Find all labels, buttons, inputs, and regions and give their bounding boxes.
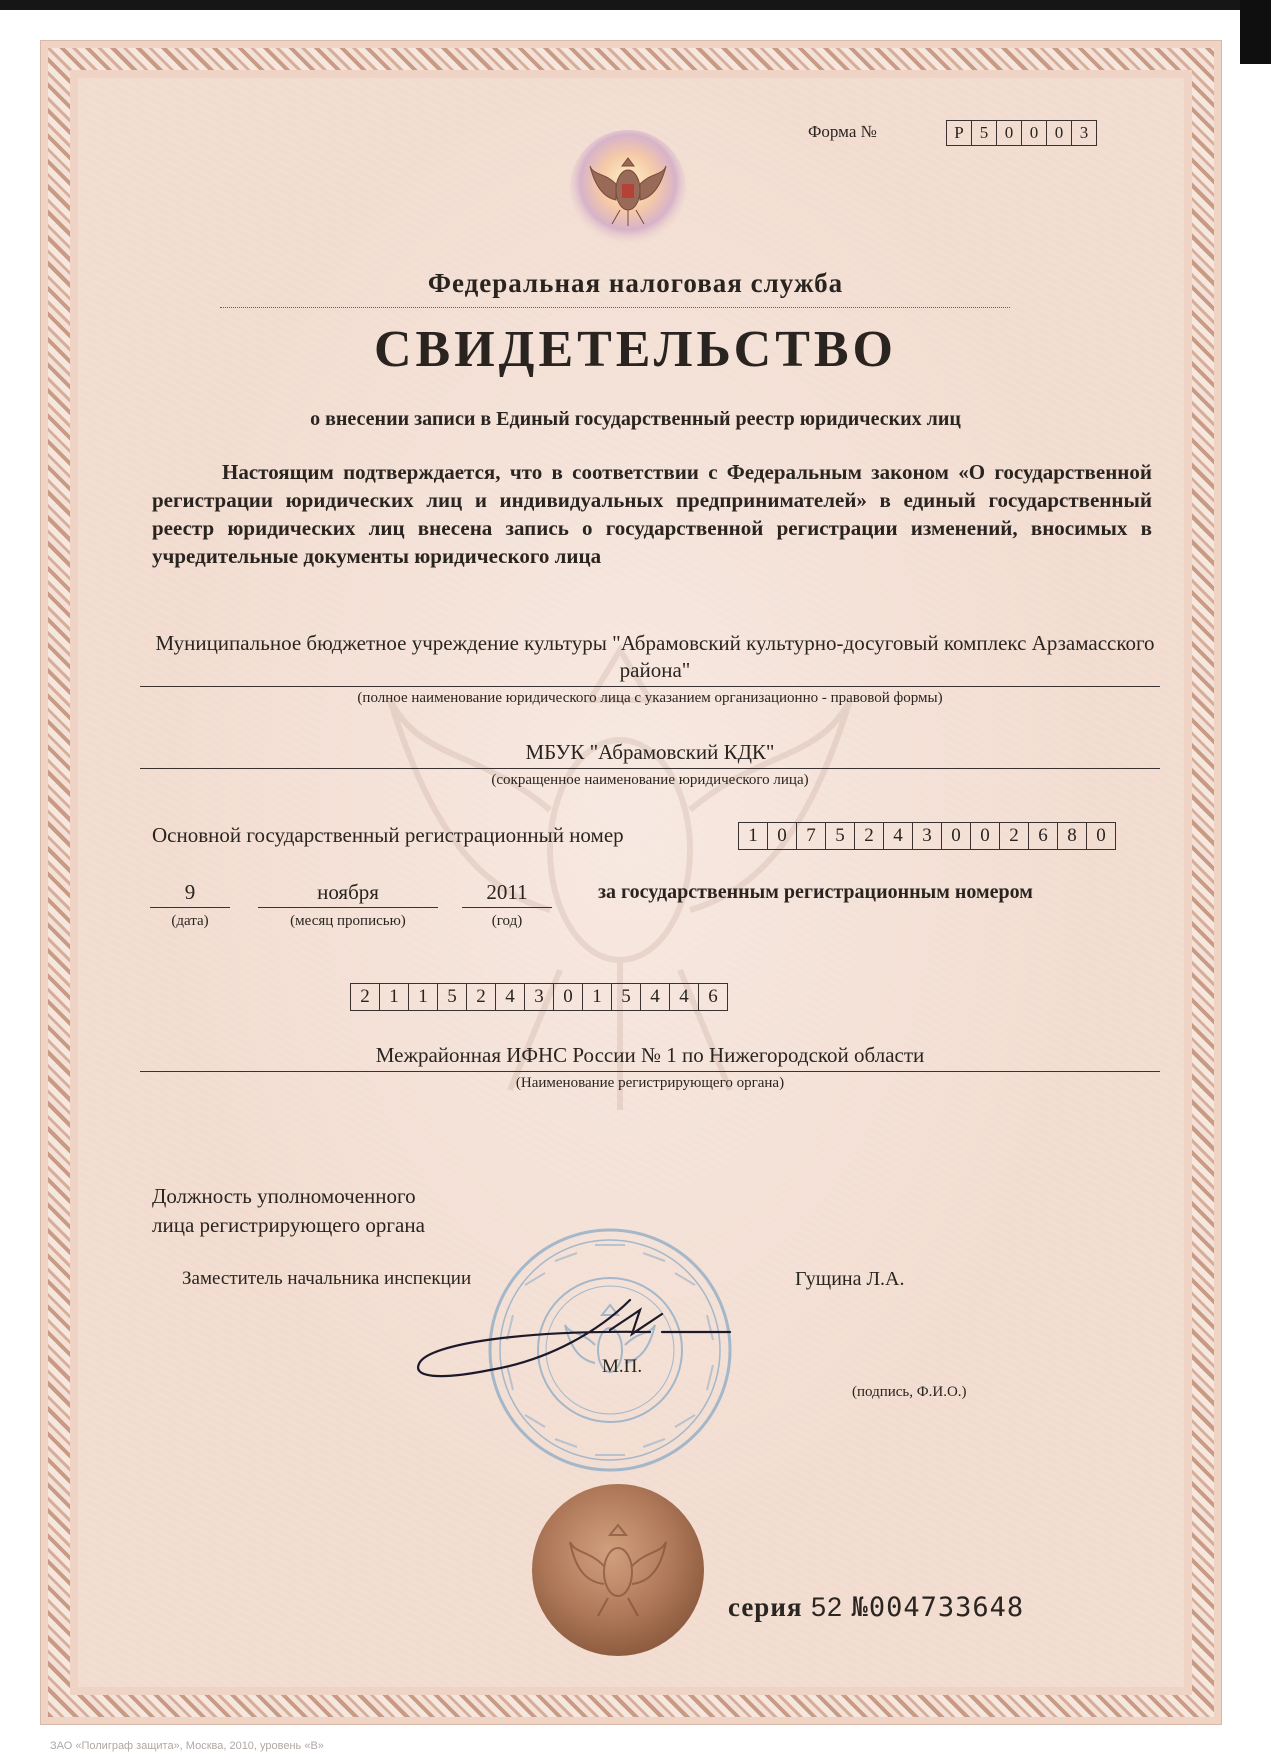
month-underline — [258, 907, 438, 908]
day-underline — [150, 907, 230, 908]
year-underline — [462, 907, 552, 908]
authority-underline — [140, 1071, 1160, 1072]
entity-full-name: Муниципальное бюджетное учреждение культуры "Абрамовский культурно-досуговый комплекс Арзамасского района" — [155, 631, 1155, 682]
form-number-label: Форма № — [808, 122, 877, 141]
certification-paragraph: Настоящим подтверждается, что в соответствии с Федеральным законом «О государственной регистрации юридических лиц и индивидуальных предпринимателей» в единый государственный реестр юридических лиц внесена запись о государственной регистрации изменений, вносимых в учредительные документы юридического лица — [152, 460, 1152, 568]
grn-digit: 5 — [438, 984, 467, 1010]
full-name-caption: (полное наименование юридического лица с указанием организационно - правовой формы) — [357, 690, 943, 706]
grn-digit: 1 — [380, 984, 409, 1010]
short-name-underline — [140, 768, 1160, 769]
authority-caption: (Наименование регистрирующего органа) — [515, 1075, 785, 1091]
registration-month: ноября — [317, 880, 379, 904]
form-code-cell: Р — [947, 121, 972, 145]
short-name-caption: (сокращенное наименование юридического лица) — [491, 772, 809, 788]
registering-authority: Межрайонная ИФНС России № 1 по Нижегородской области — [375, 1043, 925, 1067]
position-label — [152, 1182, 425, 1240]
ogrn-boxes — [738, 822, 1116, 850]
grn-digit: 5 — [612, 984, 641, 1010]
grn-boxes — [350, 983, 728, 1011]
form-code-cell: 3 — [1079, 123, 1089, 142]
series-code: 52 — [811, 1592, 844, 1622]
certificate-number: №004733648 — [851, 1592, 1025, 1623]
position-label-line: лица регистрирующего органа — [152, 1213, 425, 1237]
series-number — [728, 1592, 1024, 1623]
ogrn-digit: 0 — [971, 823, 1000, 849]
series-label: серия — [728, 1592, 803, 1622]
day-caption: (дата) — [171, 913, 209, 929]
ogrn-digit: 2 — [855, 823, 884, 849]
grn-digit: 4 — [670, 984, 699, 1010]
document-title: СВИДЕТЕЛЬСТВО — [373, 321, 898, 378]
year-caption: (год) — [491, 913, 523, 929]
ogrn-digit: 8 — [1058, 823, 1087, 849]
signatory-position: Заместитель начальника инспекции — [182, 1268, 472, 1289]
registration-day: 9 — [184, 880, 196, 904]
grn-digit: 2 — [467, 984, 496, 1010]
grn-digit: 1 — [583, 984, 612, 1010]
entity-short-name: МБУК "Абрамовский КДК" — [525, 740, 775, 764]
grn-digit: 6 — [708, 986, 718, 1007]
grn-digit: 2 — [351, 984, 380, 1010]
ogrn-digit: 3 — [913, 823, 942, 849]
month-caption: (месяц прописью) — [290, 913, 406, 929]
scan-top-edge — [0, 0, 1271, 10]
document-subtitle: о внесении записи в Единый государственный реестр юридических лиц — [310, 408, 961, 430]
handwritten-signature — [400, 1290, 770, 1400]
position-label-line: Должность уполномоченного — [152, 1184, 416, 1208]
registration-year: 2011 — [486, 880, 528, 904]
grn-digit: 4 — [496, 984, 525, 1010]
ogrn-digit: 0 — [1096, 825, 1106, 846]
ogrn-digit: 6 — [1029, 823, 1058, 849]
registration-number-label: за государственным регистрационным номером — [598, 881, 1033, 903]
double-headed-eagle-emblem-icon — [568, 128, 688, 248]
signature-caption: (подпись, Ф.И.О.) — [852, 1384, 967, 1400]
grn-digit: 0 — [554, 984, 583, 1010]
grn-digit: 4 — [641, 984, 670, 1010]
full-name-underline — [140, 686, 1160, 687]
ogrn-digit: 7 — [797, 823, 826, 849]
ogrn-digit: 0 — [768, 823, 797, 849]
ogrn-digit: 1 — [739, 823, 768, 849]
ogrn-digit: 5 — [826, 823, 855, 849]
form-code-cell: 0 — [1022, 121, 1047, 145]
form-code-cell: 0 — [997, 121, 1022, 145]
ogrn-digit: 2 — [1000, 823, 1029, 849]
stamp-place-label: М.П. — [602, 1356, 643, 1377]
holographic-seal-icon — [528, 1480, 708, 1660]
form-code-cell: 0 — [1047, 121, 1072, 145]
signatory-name: Гущина Л.А. — [795, 1268, 905, 1290]
form-code-boxes — [946, 120, 1097, 146]
scan-corner-shadow — [1240, 0, 1271, 64]
ogrn-digit: 0 — [942, 823, 971, 849]
grn-digit: 1 — [409, 984, 438, 1010]
printer-imprint: ЗАО «Полиграф защита», Москва, 2010, уровень «В» — [50, 1740, 324, 1752]
ogrn-digit: 4 — [884, 823, 913, 849]
agency-name: Федеральная налоговая служба — [427, 268, 844, 298]
form-code-cell: 5 — [972, 121, 997, 145]
ogrn-label: Основной государственный регистрационный номер — [152, 823, 624, 847]
title-divider — [220, 307, 1010, 308]
grn-digit: 3 — [525, 984, 554, 1010]
